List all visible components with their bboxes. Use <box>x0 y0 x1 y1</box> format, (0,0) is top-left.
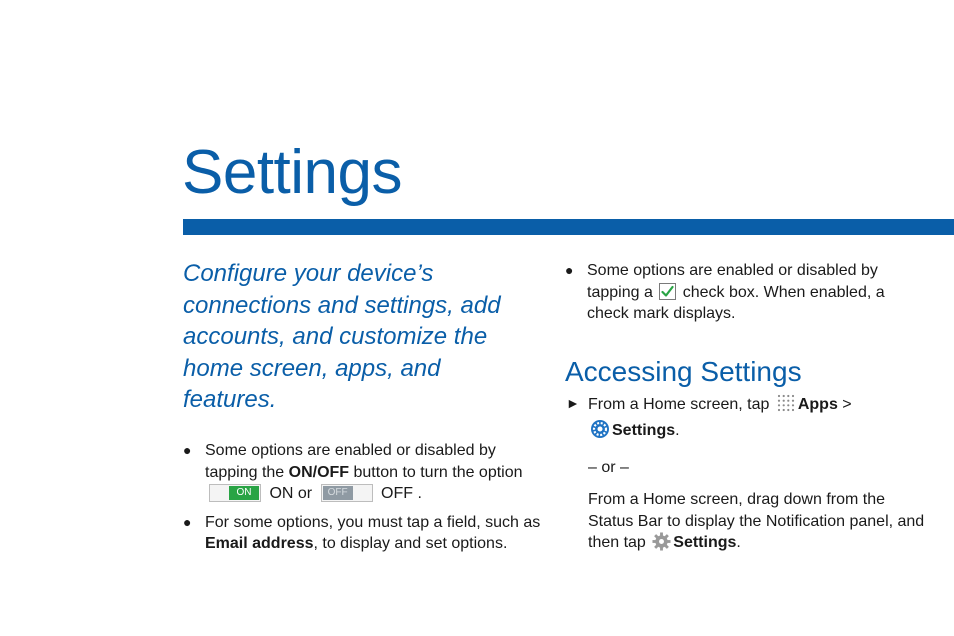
step-line: From a Home screen, tap Apps > Settings. <box>588 393 925 446</box>
check-box-icon <box>659 283 676 300</box>
list-item: ● Some options are enabled or disabled by tapping a check box. When enabled, a check mark displays. <box>565 262 885 322</box>
or-separator: – or – <box>588 458 629 476</box>
page-title: Settings <box>182 138 403 207</box>
instruction-step <box>565 393 925 558</box>
intro-text: Configure your device’s connections and settings, add accounts, and customize the home screen, apps, and features. <box>183 260 501 413</box>
bullet-dot: ● <box>183 513 192 530</box>
right-bullet-list <box>565 260 925 325</box>
arrow-right-icon: ► <box>566 394 580 411</box>
bullet-dot: ● <box>565 262 574 278</box>
section-heading: Accessing Settings <box>565 355 802 387</box>
left-column <box>183 440 543 562</box>
apps-grid-icon <box>776 393 796 420</box>
step-line: From a Home screen, drag down from the Status Bar to display the Notification panel, and then tap Settings. <box>588 489 925 558</box>
off-toggle-icon: OFF <box>321 484 373 502</box>
bullet-dot: ● <box>183 442 192 458</box>
list-item: ● For some options, you must tap a field, such as Email address, to display and set options. <box>183 513 541 552</box>
title-divider-bar <box>183 219 954 235</box>
on-toggle-icon: ON <box>209 484 261 502</box>
settings-gear-icon <box>590 419 610 446</box>
left-bullet-list <box>183 440 543 555</box>
settings-gear-icon <box>652 532 671 558</box>
list-item: ● Some options are enabled or disabled by tapping the ON/OFF button to turn the option ON ON or OFF OFF . <box>183 442 523 502</box>
right-column <box>565 260 925 569</box>
